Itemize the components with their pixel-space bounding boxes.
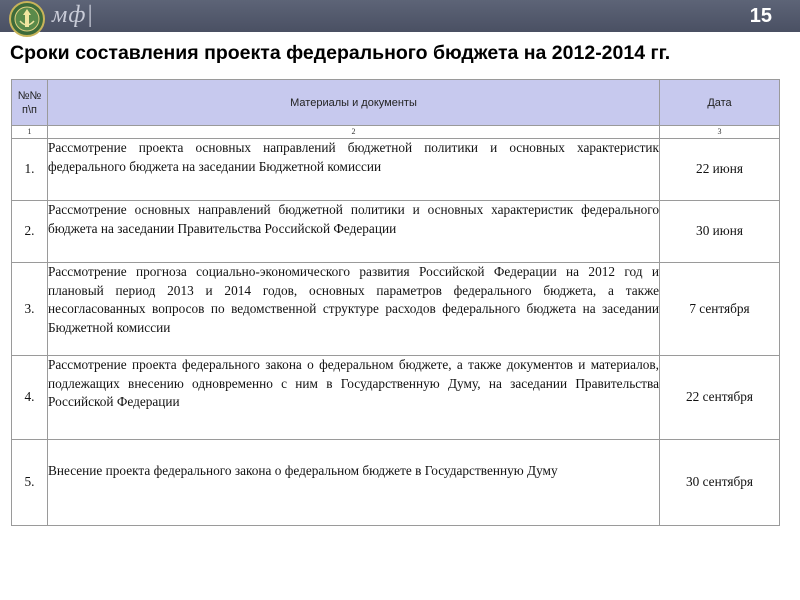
row-number: 4. [12, 356, 48, 440]
column-number: 3 [660, 126, 780, 139]
column-numbers-row [12, 126, 780, 139]
column-header-materials: Материалы и документы [48, 80, 660, 126]
row-date: 30 июня [660, 201, 780, 263]
table-row [12, 263, 780, 356]
row-date: 22 июня [660, 139, 780, 201]
page-title: Сроки составления проекта федерального бюджета на 2012-2014 гг. [10, 42, 671, 64]
table-header-row [12, 80, 780, 126]
column-header-date: Дата [660, 80, 780, 126]
table-row [12, 139, 780, 201]
table-row [12, 356, 780, 440]
row-description: Рассмотрение проекта федерального закона о федеральном бюджете, а также документов и материалов, подлежащих внесению одновременно с ним в Государственную Думу, на заседании Правительства Российской Федерации [48, 356, 660, 440]
column-number: 2 [48, 126, 660, 139]
row-description: Рассмотрение проекта основных направлений бюджетной политики и основных характеристик федерального бюджета на заседании Бюджетной комиссии [48, 139, 660, 201]
row-description: Рассмотрение прогноза социально-экономического развития Российской Федерации на 2012 год и плановый период 2013 и 2014 годов, основных параметров федерального бюджета, а также несогласованных вопросов по ведомственной структуре расходов федерального бюджета на заседании Бюджетной комиссии [48, 263, 660, 356]
column-header-number: №№ п\п [12, 80, 48, 126]
row-number: 1. [12, 139, 48, 201]
table-row [12, 201, 780, 263]
ministry-logo: мф| [52, 2, 94, 28]
row-number: 3. [12, 263, 48, 356]
table-row [12, 440, 780, 526]
row-date: 30 сентября [660, 440, 780, 526]
row-date: 7 сентября [660, 263, 780, 356]
budget-schedule-table [11, 79, 780, 526]
slide-number: 15 [749, 5, 772, 27]
row-number: 2. [12, 201, 48, 263]
row-date: 22 сентября [660, 356, 780, 440]
row-description: Рассмотрение основных направлений бюджетной политики и основных характеристик федерального бюджета на заседании Правительства Российской Федерации [48, 201, 660, 263]
row-number: 5. [12, 440, 48, 526]
row-description: Внесение проекта федерального закона о федеральном бюджете в Государственную Думу [48, 440, 660, 526]
column-number: 1 [12, 126, 48, 139]
ministry-emblem-icon [8, 1, 46, 38]
header-bar [0, 0, 800, 32]
